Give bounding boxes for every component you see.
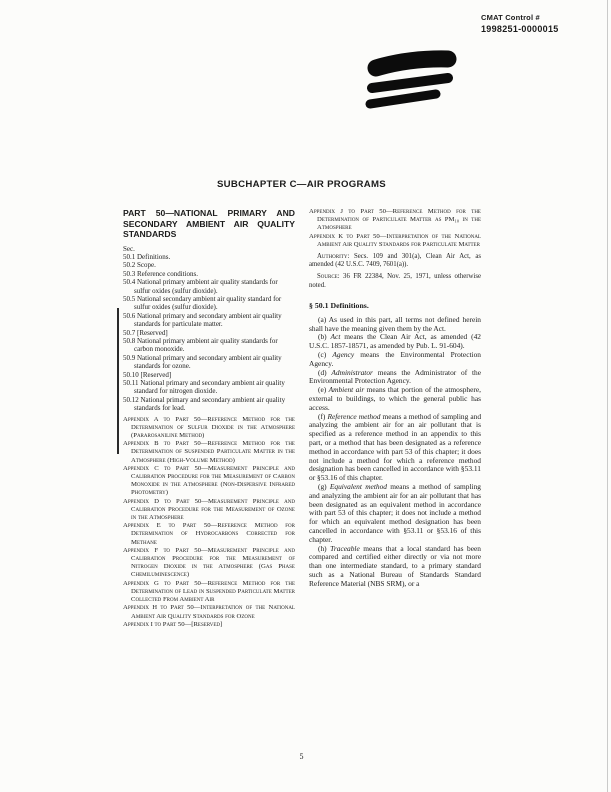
appendix-entry: Appendix D to Part 50—Measurement Principle and Calibration Procedure for the Measurement of Ozone in the Atmosphere: [123, 497, 295, 522]
content-columns: [123, 208, 481, 629]
part-heading: PART 50—NATIONAL PRIMARY AND SECONDARY AMBIENT AIR QUALITY STANDARDS: [123, 208, 295, 239]
page-number: 5: [299, 752, 304, 761]
paragraph-text: means a method of sampling and analyzing the ambient air for an air pollutant that is specified as a reference method in an appendix to this part, or a method that has been designated as a reference method in accordance with part 53 of this chapter; it does not include a method for which a reference method designation has been cancelled in accordance with §53.11 or §53.16 of this chapter.: [309, 411, 482, 483]
section-list: [123, 253, 295, 413]
paragraph-text: means that portion of the atmosphere, external to buildings, to which the general public has access.: [309, 385, 481, 412]
appendix-list-left: [123, 416, 295, 629]
section-list-item: [123, 379, 295, 396]
section-title: National primary and secondary ambient air quality standards for particulate matter.: [134, 311, 282, 329]
section-list-item: [123, 396, 295, 413]
defined-term: Traceable: [330, 543, 360, 553]
appendix-list-right: [309, 208, 481, 249]
source-label: Source:: [317, 273, 340, 281]
section-list-item: [123, 261, 295, 269]
section-number: 50.11: [123, 379, 139, 387]
section-list-item: [123, 329, 295, 337]
defined-term: Agency: [332, 350, 355, 360]
defined-term: Act: [330, 332, 341, 342]
paragraph-text: means the Administrator of the Environmental Protection Agency.: [309, 367, 482, 386]
section-number: 50.10: [123, 370, 139, 379]
appendix-entry: Appendix E to Part 50—Reference Method for Determination of Hydrocarbons Corrected for Methane: [123, 522, 295, 546]
section-number: 50.2: [123, 261, 136, 270]
section-number: 50.9: [123, 353, 136, 362]
sec-label: Sec.: [123, 244, 135, 253]
section-number: 50.6: [123, 311, 136, 320]
paragraph-text: means the Environmental Protection Agency.: [309, 350, 481, 368]
section-heading: § 50.1 Definitions.: [309, 300, 369, 310]
appendix-entry: Appendix B to Part 50—Reference Method for the Determination of Suspended Particulate Matter in the Atmosphere (High-Volume Method): [123, 440, 295, 464]
defined-term: Reference method: [327, 411, 381, 421]
section-number: 50.4: [123, 278, 136, 287]
section-title: Definitions.: [137, 252, 171, 261]
appendix-entry: Appendix K to Part 50—Interpretation of the National Ambient Air Quality Standards for Particulate Matter: [309, 232, 481, 248]
section-title: National primary and secondary ambient air quality standards for ozone.: [134, 353, 282, 371]
paragraph-text: means that a local standard has been compared and certified either directly or via not more than one intermediate standard, to a primary standard such as a National Bureau of Standards Standard Reference Material (NBS SRM), or a: [309, 543, 481, 588]
authority-text: Secs. 109 and 301(a), Clean Air Act, as amended (42 U.S.C. 7409, 7601(a)).: [309, 253, 481, 269]
definition-paragraph: [309, 413, 481, 483]
section-number: 50.12: [123, 395, 139, 404]
section-list-item: [123, 278, 295, 295]
appendix-entry: Appendix I to Part 50—[Reserved]: [123, 620, 223, 628]
paragraph-text: means a method of sampling and analyzing the ambient air for an air pollutant that has been designated as an equivalent method in accordance with part 53 of this chapter; it does not include a method for which an equivalent method designation has been cancelled in accordance with §53.11 or §53.16 of this chapter.: [309, 481, 481, 544]
right-column: [309, 208, 481, 629]
appendix-entry: Appendix A to Part 50—Reference Method for the Determination of Sulfur Dioxide in the Atmosphere (Pararosaniline Method): [123, 415, 295, 440]
section-title: [Reserved]: [137, 328, 168, 337]
paragraph-letter: (d): [318, 367, 332, 377]
section-list-item: [123, 270, 295, 278]
section-number: 50.7: [123, 328, 136, 337]
defined-term: Ambient air: [328, 385, 365, 395]
control-number: 1998251-0000015: [481, 24, 559, 34]
paragraph-text: means the Clean Air Act, as amended (42 U.S.C. 1857-18571, as amended by Pub. L. 91-604).: [309, 332, 482, 351]
appendix-entry: Appendix G to Part 50—Reference Method for the Determination of Lead in Suspended Particulate Matter Collected From Ambient Air: [123, 579, 295, 604]
paragraph-letter: (c): [318, 350, 333, 360]
section-list-item: [123, 371, 295, 379]
section-title: National primary and secondary ambient air quality standard for nitrogen dioxide.: [134, 379, 285, 396]
section-title: National primary ambient air quality standards for sulfur oxides (sulfur dioxide).: [134, 278, 278, 295]
defined-term: Administrator: [331, 367, 373, 377]
definitions-list: [309, 316, 481, 589]
source-note: [309, 273, 481, 289]
section-title: Scope.: [137, 261, 156, 270]
left-column: [123, 208, 295, 629]
section-list-item: [123, 253, 295, 261]
authority-note: [309, 253, 481, 269]
appendix-entry: Appendix J to Part 50—Reference Method for the Determination of Particulate Matter as PM₁₀ in the Atmosphere: [309, 208, 481, 232]
section-number: 50.3: [123, 269, 136, 278]
appendix-entry: Appendix F to Part 50—Measurement Principle and Calibration Procedure for the Measurement of Nitrogen Dioxide in the Atmosphere (Gas Phase Chemiluminescence): [123, 546, 295, 579]
section-list-item: [123, 295, 295, 312]
definition-paragraph: [309, 316, 481, 334]
definition-paragraph: [309, 483, 481, 545]
subchapter-heading: SUBCHAPTER C—AIR PROGRAMS: [216, 179, 386, 190]
scan-edge-line: [607, 0, 608, 792]
paragraph-letter: (g): [318, 481, 330, 491]
paragraph-text: As used in this part, all terms not defined herein shall have the meaning given them by the Act.: [309, 314, 481, 333]
paragraph-letter: (f): [318, 411, 328, 421]
control-number-block: [481, 13, 559, 34]
section-title: Reference conditions.: [137, 269, 199, 278]
section-title: [Reserved]: [140, 370, 172, 379]
paragraph-letter: (e): [318, 385, 329, 395]
section-title: National primary ambient air quality standards for carbon monoxide.: [134, 336, 278, 354]
authority-label: Authority:: [317, 253, 350, 261]
control-label: CMAT Control #: [481, 13, 540, 22]
paragraph-letter: (a): [318, 314, 329, 324]
paragraph-letter: (b): [318, 332, 331, 342]
section-list-item: [123, 354, 295, 371]
section-number: 50.5: [123, 294, 136, 303]
section-number: 50.8: [123, 336, 136, 345]
defined-term: Equivalent method: [329, 481, 387, 491]
definition-paragraph: [309, 369, 481, 387]
section-title: National secondary ambient air quality standard for sulfur oxides (sulfur dioxide).: [134, 294, 282, 312]
section-list-item: [123, 337, 295, 354]
definition-paragraph: [309, 386, 481, 412]
appendix-entry: Appendix C to Part 50—Measurement Principle and Calibration Procedure for the Measurement of Carbon Monoxide in the Atmosphere (Non-Dispersive Infrared Photometry): [123, 464, 295, 497]
appendix-entry: Appendix H to Part 50—Interpretation of the National Ambient Air Quality Standards for Ozone: [123, 604, 295, 620]
section-title: National primary and secondary ambient air quality standards for lead.: [134, 395, 286, 413]
definition-paragraph: [309, 333, 481, 351]
redaction-marker: [362, 46, 458, 116]
source-text: 36 FR 22384, Nov. 25, 1971, unless otherwise noted.: [309, 273, 481, 289]
paragraph-letter: (h): [318, 543, 331, 553]
definition-paragraph: [309, 351, 481, 369]
definition-paragraph: [309, 545, 481, 589]
change-bar: [117, 308, 119, 454]
section-list-item: [123, 312, 295, 329]
section-number: 50.1: [123, 252, 136, 261]
